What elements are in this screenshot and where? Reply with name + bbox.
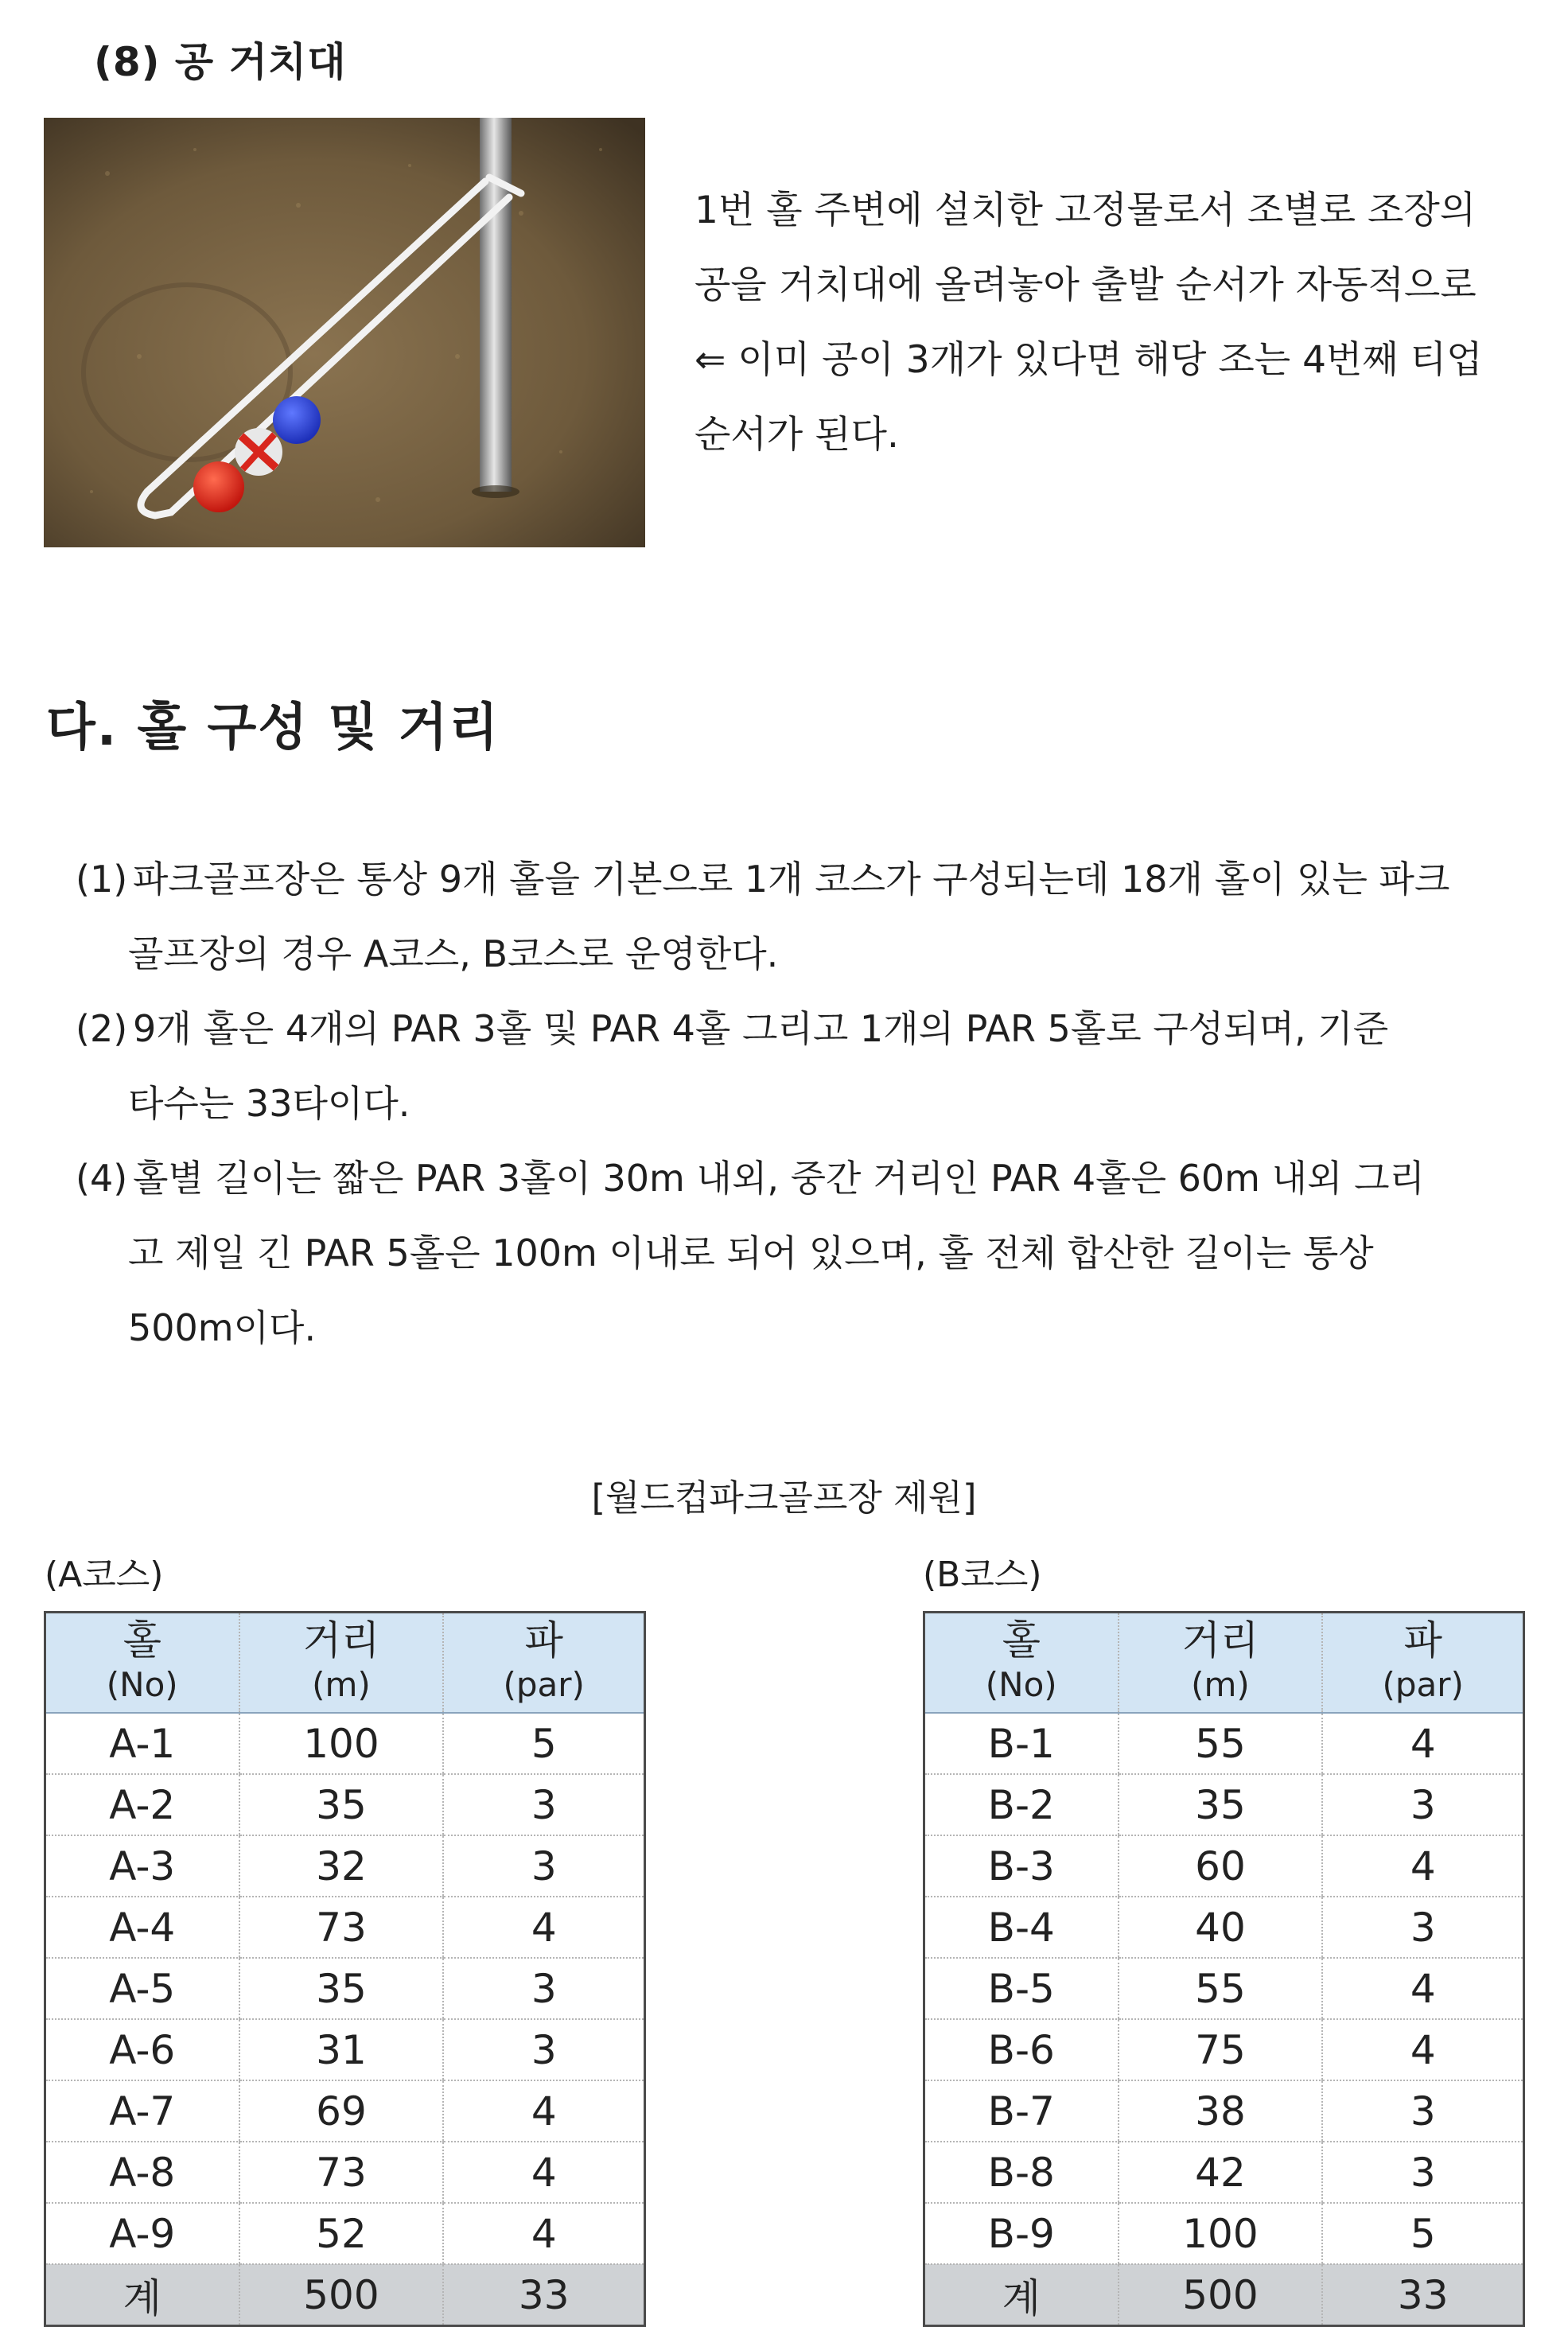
course-b-label: (B코스) bbox=[923, 1555, 1042, 1595]
paragraph-number: (1) bbox=[76, 858, 128, 901]
par-cell: 4 bbox=[1322, 1958, 1523, 2019]
distance-cell: 100 bbox=[239, 1713, 444, 1774]
header-hole: 홀 (No) bbox=[924, 1613, 1119, 1714]
hole-cell: A-3 bbox=[45, 1835, 239, 1897]
hole-cell: B-3 bbox=[924, 1835, 1119, 1897]
par-cell: 3 bbox=[1322, 1897, 1523, 1958]
table-row bbox=[924, 1897, 1524, 1958]
hole-cell: B-9 bbox=[924, 2203, 1119, 2264]
distance-cell: 35 bbox=[1119, 1774, 1323, 1835]
par-cell: 4 bbox=[1322, 2019, 1523, 2080]
distance-cell: 35 bbox=[239, 1958, 444, 2019]
table-total-row bbox=[924, 2264, 1524, 2326]
section-heading: 다. 홀 구성 및 거리 bbox=[46, 698, 500, 757]
ball-stand-description bbox=[695, 173, 1530, 473]
table-row bbox=[924, 1713, 1524, 1774]
total-label-cell: 계 bbox=[45, 2264, 239, 2326]
distance-cell: 73 bbox=[239, 2142, 444, 2203]
table-row bbox=[924, 2142, 1524, 2203]
hole-cell: A-4 bbox=[45, 1897, 239, 1958]
course-a-table bbox=[44, 1611, 646, 2327]
distance-cell: 60 bbox=[1119, 1835, 1323, 1897]
paragraph-line: 고 제일 긴 PAR 5홀은 100m 이내로 되어 있으며, 홀 전체 합산한 길이는 통상 bbox=[128, 1232, 1374, 1274]
hole-cell: A-5 bbox=[45, 1958, 239, 2019]
par-cell: 5 bbox=[443, 1713, 644, 1774]
hole-cell: A-6 bbox=[45, 2019, 239, 2080]
distance-cell: 69 bbox=[239, 2080, 444, 2142]
description-line: 공을 거치대에 올려놓아 출발 순서가 자동적으로 bbox=[695, 263, 1477, 307]
distance-cell: 75 bbox=[1119, 2019, 1323, 2080]
description-line: ⇐ 이미 공이 3개가 있다면 해당 조는 4번째 티업 bbox=[695, 338, 1483, 382]
paragraph-line: 9개 홀은 4개의 PAR 3홀 및 PAR 4홀 그리고 1개의 PAR 5홀로 구성되며, 기준 bbox=[133, 1007, 1389, 1050]
par-cell: 3 bbox=[1322, 2142, 1523, 2203]
table-row bbox=[45, 2019, 645, 2080]
par-cell: 3 bbox=[443, 1835, 644, 1897]
par-cell: 4 bbox=[443, 2142, 644, 2203]
paragraph-number: (2) bbox=[76, 1007, 128, 1050]
par-cell: 4 bbox=[443, 1897, 644, 1958]
table-row bbox=[45, 1897, 645, 1958]
hole-cell: A-1 bbox=[45, 1713, 239, 1774]
table-row bbox=[924, 1835, 1524, 1897]
description-line: 1번 홀 주변에 설치한 고정물로서 조별로 조장의 bbox=[695, 189, 1477, 232]
total-distance-cell: 500 bbox=[1119, 2264, 1323, 2326]
header-hole: 홀 (No) bbox=[45, 1613, 239, 1714]
table-row bbox=[45, 2203, 645, 2264]
par-cell: 3 bbox=[1322, 1774, 1523, 1835]
ball-stand-heading: (8) 공 거치대 bbox=[94, 39, 347, 85]
hole-cell: B-8 bbox=[924, 2142, 1119, 2203]
hole-cell: A-7 bbox=[45, 2080, 239, 2142]
distance-cell: 100 bbox=[1119, 2203, 1323, 2264]
distance-cell: 42 bbox=[1119, 2142, 1323, 2203]
paragraph-1 bbox=[76, 842, 1515, 991]
table-row bbox=[924, 2019, 1524, 2080]
hole-cell: B-2 bbox=[924, 1774, 1119, 1835]
distance-cell: 38 bbox=[1119, 2080, 1323, 2142]
distance-cell: 40 bbox=[1119, 1897, 1323, 1958]
total-distance-cell: 500 bbox=[239, 2264, 444, 2326]
table-row bbox=[45, 2080, 645, 2142]
course-b-table bbox=[923, 1611, 1525, 2327]
table-row bbox=[45, 2142, 645, 2203]
total-par-cell: 33 bbox=[1322, 2264, 1523, 2326]
header-par: 파 (par) bbox=[1322, 1613, 1523, 1714]
par-cell: 5 bbox=[1322, 2203, 1523, 2264]
distance-cell: 35 bbox=[239, 1774, 444, 1835]
total-label-cell: 계 bbox=[924, 2264, 1119, 2326]
hole-cell: B-5 bbox=[924, 1958, 1119, 2019]
par-cell: 3 bbox=[443, 2019, 644, 2080]
table-header-row bbox=[924, 1613, 1524, 1714]
hole-cell: B-7 bbox=[924, 2080, 1119, 2142]
course-a-label: (A코스) bbox=[45, 1555, 164, 1595]
table-row bbox=[924, 1774, 1524, 1835]
description-line: 순서가 된다. bbox=[695, 413, 899, 457]
par-cell: 3 bbox=[1322, 2080, 1523, 2142]
header-distance: 거리 (m) bbox=[1119, 1613, 1323, 1714]
paragraph-number: (4) bbox=[76, 1157, 128, 1200]
paragraph-line: 파크골프장은 통상 9개 홀을 기본으로 1개 코스가 구성되는데 18개 홀이 있는 파크 bbox=[133, 858, 1450, 901]
table-header-row bbox=[45, 1613, 645, 1714]
par-cell: 4 bbox=[443, 2203, 644, 2264]
distance-cell: 32 bbox=[239, 1835, 444, 1897]
hole-cell: A-2 bbox=[45, 1774, 239, 1835]
distance-cell: 55 bbox=[1119, 1713, 1323, 1774]
total-par-cell: 33 bbox=[443, 2264, 644, 2326]
paragraph-3 bbox=[76, 1141, 1515, 1365]
table-row bbox=[924, 2080, 1524, 2142]
hole-cell: B-6 bbox=[924, 2019, 1119, 2080]
hole-cell: B-4 bbox=[924, 1897, 1119, 1958]
hole-cell: B-1 bbox=[924, 1713, 1119, 1774]
paragraph-line: 타수는 33타이다. bbox=[128, 1082, 410, 1125]
distance-cell: 31 bbox=[239, 2019, 444, 2080]
distance-cell: 52 bbox=[239, 2203, 444, 2264]
par-cell: 4 bbox=[443, 2080, 644, 2142]
hole-cell: A-9 bbox=[45, 2203, 239, 2264]
par-cell: 4 bbox=[1322, 1835, 1523, 1897]
paragraph-line: 500m이다. bbox=[128, 1306, 317, 1349]
distance-cell: 73 bbox=[239, 1897, 444, 1958]
header-par: 파 (par) bbox=[443, 1613, 644, 1714]
hole-cell: A-8 bbox=[45, 2142, 239, 2203]
table-row bbox=[45, 1958, 645, 2019]
table-row bbox=[924, 2203, 1524, 2264]
table-caption: [월드컵파크골프장 제원] bbox=[591, 1477, 977, 1519]
table-total-row bbox=[45, 2264, 645, 2326]
paragraph-2 bbox=[76, 991, 1515, 1141]
table-row bbox=[45, 1713, 645, 1774]
ball-stand-photo bbox=[44, 118, 645, 547]
paragraph-line: 골프장의 경우 A코스, B코스로 운영한다. bbox=[128, 932, 779, 975]
par-cell: 4 bbox=[1322, 1713, 1523, 1774]
table-row bbox=[924, 1958, 1524, 2019]
paragraph-line: 홀별 길이는 짧은 PAR 3홀이 30m 내외, 중간 거리인 PAR 4홀은 60m 내외 그리 bbox=[133, 1157, 1425, 1200]
par-cell: 3 bbox=[443, 1774, 644, 1835]
par-cell: 3 bbox=[443, 1958, 644, 2019]
header-distance: 거리 (m) bbox=[239, 1613, 444, 1714]
table-row bbox=[45, 1835, 645, 1897]
distance-cell: 55 bbox=[1119, 1958, 1323, 2019]
table-row bbox=[45, 1774, 645, 1835]
